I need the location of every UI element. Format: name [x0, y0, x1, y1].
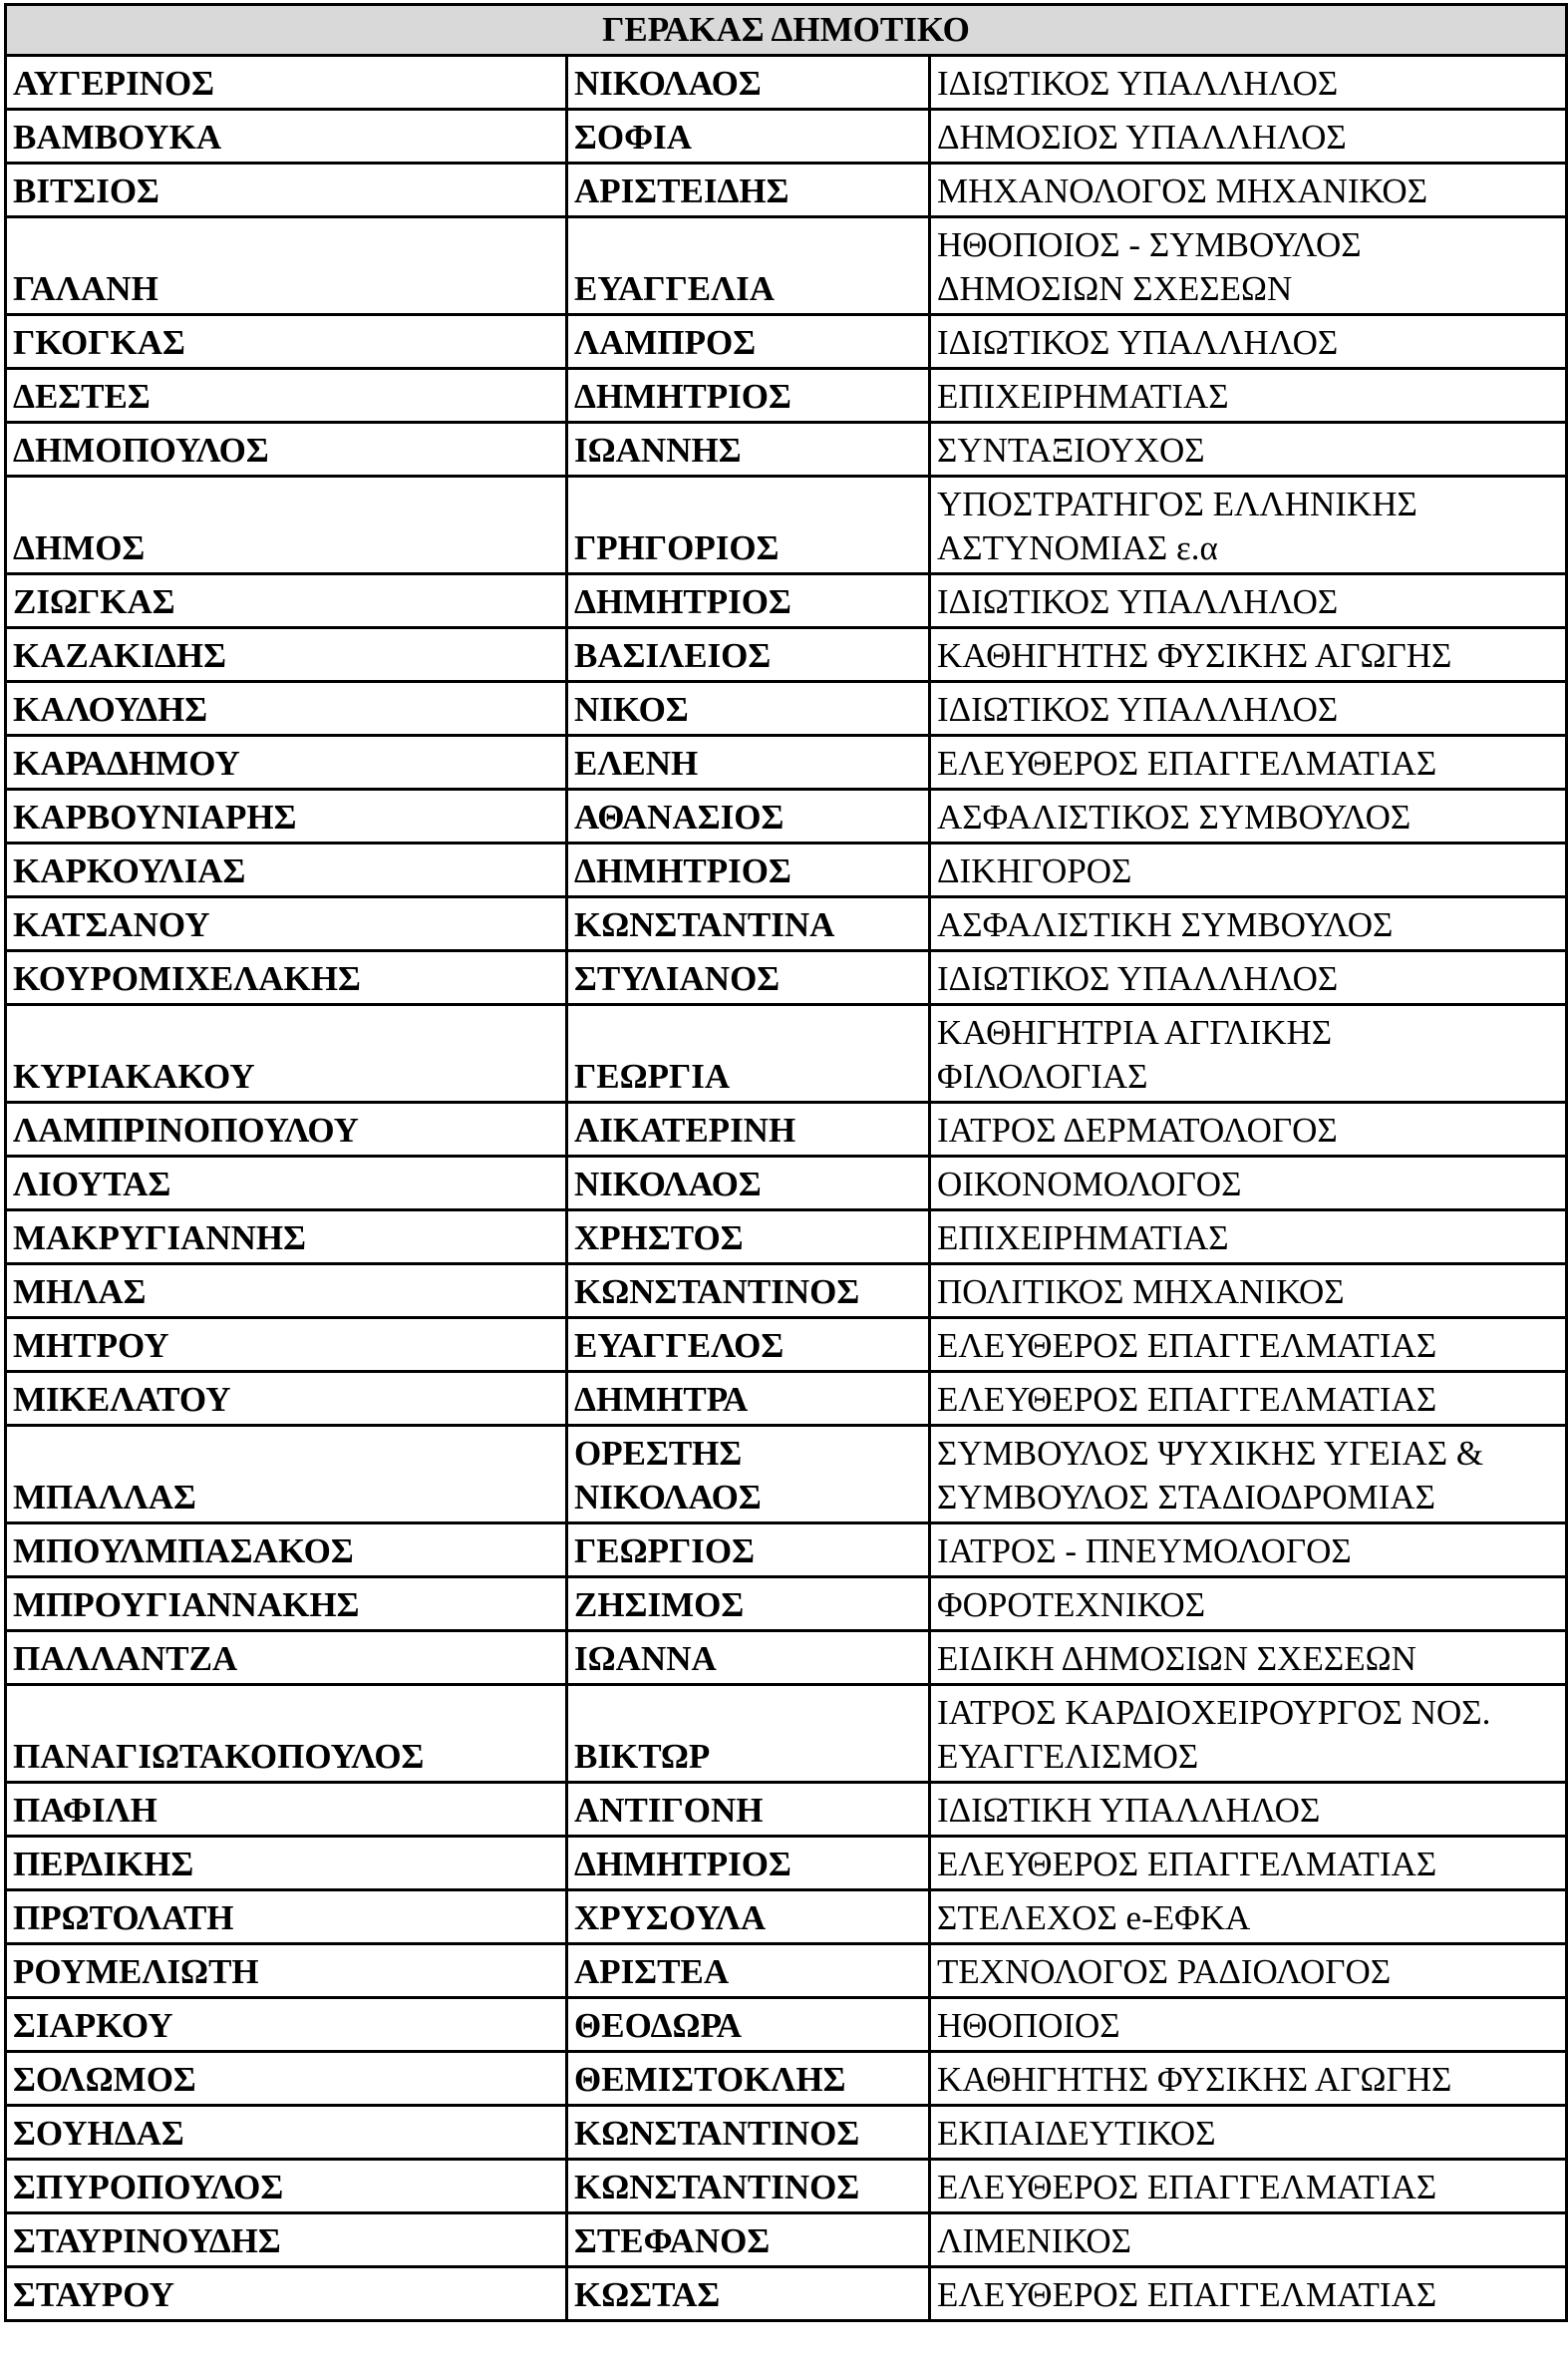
surname-cell: ΚΑΛΟΥΔΗΣ	[6, 682, 567, 736]
table-row	[6, 1523, 1567, 1577]
surname-cell: ΜΠΟΥΛΜΠΑΣΑΚΟΣ	[6, 1523, 567, 1577]
given-name-cell: ΧΡΥΣΟΥΛΑ	[567, 1890, 930, 1944]
occupation-cell: ΣΥΜΒΟΥΛΟΣ ΨΥΧΙΚΗΣ ΥΓΕΙΑΣ & ΣΥΜΒΟΥΛΟΣ ΣΤΑΔΙΟΔΡΟΜΙΑΣ	[930, 1426, 1567, 1523]
surname-cell: ΣΟΥΗΔΑΣ	[6, 2106, 567, 2160]
surname-cell: ΔΗΜΟΠΟΥΛΟΣ	[6, 423, 567, 477]
occupation-cell: ΕΛΕΥΘΕΡΟΣ ΕΠΑΓΓΕΛΜΑΤΙΑΣ	[930, 2267, 1567, 2321]
given-name-cell: ΣΤΕΦΑΝΟΣ	[567, 2213, 930, 2267]
surname-cell: ΣΙΑΡΚΟΥ	[6, 1998, 567, 2052]
table-row	[6, 1837, 1567, 1890]
table-row	[6, 2160, 1567, 2213]
surname-cell: ΚΟΥΡΟΜΙΧΕΛΑΚΗΣ	[6, 951, 567, 1005]
occupation-cell: ΙΔΙΩΤΙΚΟΣ ΥΠΑΛΛΗΛΟΣ	[930, 682, 1567, 736]
table-title-row	[6, 5, 1567, 56]
table-row	[6, 1210, 1567, 1264]
table-row	[6, 682, 1567, 736]
occupation-cell: ΑΣΦΑΛΙΣΤΙΚΟΣ ΣΥΜΒΟΥΛΟΣ	[930, 790, 1567, 844]
surname-cell: ΣΤΑΥΡΟΥ	[6, 2267, 567, 2321]
occupation-cell: ΔΗΜΟΣΙΟΣ ΥΠΑΛΛΗΛΟΣ	[930, 110, 1567, 164]
surname-cell: ΣΤΑΥΡΙΝΟΥΔΗΣ	[6, 2213, 567, 2267]
table-row	[6, 1264, 1567, 1318]
surname-cell: ΚΥΡΙΑΚΑΚΟΥ	[6, 1005, 567, 1103]
table-row	[6, 217, 1567, 315]
given-name-cell: ΙΩΑΝΝΑ	[567, 1631, 930, 1685]
occupation-cell: ΚΑΘΗΓΗΤΡΙΑ ΑΓΓΛΙΚΗΣ ΦΙΛΟΛΟΓΙΑΣ	[930, 1005, 1567, 1103]
table-row	[6, 1318, 1567, 1372]
table-row	[6, 110, 1567, 164]
table-row	[6, 477, 1567, 574]
occupation-cell: ΔΙΚΗΓΟΡΟΣ	[930, 844, 1567, 897]
given-name-cell: ΔΗΜΗΤΡΙΟΣ	[567, 1837, 930, 1890]
given-name-cell: ΧΡΗΣΤΟΣ	[567, 1210, 930, 1264]
surname-cell: ΜΠΑΛΛΑΣ	[6, 1426, 567, 1523]
table-row	[6, 574, 1567, 628]
surname-cell: ΣΠΥΡΟΠΟΥΛΟΣ	[6, 2160, 567, 2213]
table-row	[6, 1577, 1567, 1631]
surname-cell: ΚΑΤΣΑΝΟΥ	[6, 897, 567, 951]
given-name-cell: ΓΡΗΓΟΡΙΟΣ	[567, 477, 930, 574]
table-row	[6, 897, 1567, 951]
given-name-cell: ΘΕΜΙΣΤΟΚΛΗΣ	[567, 2052, 930, 2106]
given-name-cell: ΑΙΚΑΤΕΡΙΝΗ	[567, 1103, 930, 1157]
surname-cell: ΚΑΡΚΟΥΛΙΑΣ	[6, 844, 567, 897]
occupation-cell: ΙΔΙΩΤΙΚΟΣ ΥΠΑΛΛΗΛΟΣ	[930, 315, 1567, 369]
occupation-cell: ΚΑΘΗΓΗΤΗΣ ΦΥΣΙΚΗΣ ΑΓΩΓΗΣ	[930, 628, 1567, 682]
table-row	[6, 369, 1567, 423]
surname-cell: ΡΟΥΜΕΛΙΩΤΗ	[6, 1944, 567, 1998]
occupation-cell: ΙΔΙΩΤΙΚΗ ΥΠΑΛΛΗΛΟΣ	[930, 1783, 1567, 1837]
occupation-cell: ΑΣΦΑΛΙΣΤΙΚΗ ΣΥΜΒΟΥΛΟΣ	[930, 897, 1567, 951]
surname-cell: ΣΟΛΩΜΟΣ	[6, 2052, 567, 2106]
occupation-cell: ΤΕΧΝΟΛΟΓΟΣ ΡΑΔΙΟΛΟΓΟΣ	[930, 1944, 1567, 1998]
table-row	[6, 1631, 1567, 1685]
occupation-cell: ΕΠΙΧΕΙΡΗΜΑΤΙΑΣ	[930, 1210, 1567, 1264]
given-name-cell: ΣΟΦΙΑ	[567, 110, 930, 164]
given-name-cell: ΣΤΥΛΙΑΝΟΣ	[567, 951, 930, 1005]
given-name-cell: ΕΥΑΓΓΕΛΙΑ	[567, 217, 930, 315]
occupation-cell: ΜΗΧΑΝΟΛΟΓΟΣ ΜΗΧΑΝΙΚΟΣ	[930, 164, 1567, 217]
surname-cell: ΓΚΟΓΚΑΣ	[6, 315, 567, 369]
table-row	[6, 1372, 1567, 1426]
surname-cell: ΠΡΩΤΟΛΑΤΗ	[6, 1890, 567, 1944]
occupation-cell: ΙΔΙΩΤΙΚΟΣ ΥΠΑΛΛΗΛΟΣ	[930, 574, 1567, 628]
surname-cell: ΒΑΜΒΟΥΚΑ	[6, 110, 567, 164]
given-name-cell: ΚΩΣΤΑΣ	[567, 2267, 930, 2321]
given-name-cell: ΚΩΝΣΤΑΝΤΙΝΑ	[567, 897, 930, 951]
given-name-cell: ΔΗΜΗΤΡΙΟΣ	[567, 574, 930, 628]
table-row	[6, 56, 1567, 110]
table-row	[6, 790, 1567, 844]
surname-cell: ΚΑΡΑΔΗΜΟΥ	[6, 736, 567, 790]
given-name-cell: ΕΥΑΓΓΕΛΟΣ	[567, 1318, 930, 1372]
given-name-cell: ΔΗΜΗΤΡΑ	[567, 1372, 930, 1426]
occupation-cell: ΣΤΕΛΕΧΟΣ e-ΕΦΚΑ	[930, 1890, 1567, 1944]
table-row	[6, 2106, 1567, 2160]
surname-cell: ΠΑΛΛΑΝΤΖΑ	[6, 1631, 567, 1685]
table-row	[6, 2267, 1567, 2321]
table-row	[6, 1157, 1567, 1210]
table-row	[6, 951, 1567, 1005]
occupation-cell: ΕΛΕΥΘΕΡΟΣ ΕΠΑΓΓΕΛΜΑΤΙΑΣ	[930, 736, 1567, 790]
given-name-cell: ΚΩΝΣΤΑΝΤΙΝΟΣ	[567, 1264, 930, 1318]
given-name-cell: ΝΙΚΟΛΑΟΣ	[567, 56, 930, 110]
occupation-cell: ΕΙΔΙΚΗ ΔΗΜΟΣΙΩΝ ΣΧΕΣΕΩΝ	[930, 1631, 1567, 1685]
document-sheet	[4, 3, 1565, 2322]
candidate-table	[4, 3, 1568, 2322]
given-name-cell: ΔΗΜΗΤΡΙΟΣ	[567, 369, 930, 423]
occupation-cell: ΙΑΤΡΟΣ ΚΑΡΔΙΟΧΕΙΡΟΥΡΓΟΣ ΝΟΣ. ΕΥΑΓΓΕΛΙΣΜΟΣ	[930, 1685, 1567, 1783]
given-name-cell: ΑΝΤΙΓΟΝΗ	[567, 1783, 930, 1837]
surname-cell: ΔΕΣΤΕΣ	[6, 369, 567, 423]
surname-cell: ΚΑΡΒΟΥΝΙΑΡΗΣ	[6, 790, 567, 844]
table-row	[6, 315, 1567, 369]
given-name-cell: ΑΡΙΣΤΕΑ	[567, 1944, 930, 1998]
occupation-cell: ΛΙΜΕΝΙΚΟΣ	[930, 2213, 1567, 2267]
table-title: ΓΕΡΑΚΑΣ ΔΗΜΟΤΙΚΟ	[6, 5, 1567, 56]
table-row	[6, 2052, 1567, 2106]
table-row	[6, 423, 1567, 477]
occupation-cell: ΥΠΟΣΤΡΑΤΗΓΟΣ ΕΛΛΗΝΙΚΗΣ ΑΣΤΥΝΟΜΙΑΣ ε.α	[930, 477, 1567, 574]
given-name-cell: ΝΙΚΟΣ	[567, 682, 930, 736]
given-name-cell: ΟΡΕΣΤΗΣ ΝΙΚΟΛΑΟΣ	[567, 1426, 930, 1523]
occupation-cell: ΣΥΝΤΑΞΙΟΥΧΟΣ	[930, 423, 1567, 477]
occupation-cell: ΚΑΘΗΓΗΤΗΣ ΦΥΣΙΚΗΣ ΑΓΩΓΗΣ	[930, 2052, 1567, 2106]
table-row	[6, 844, 1567, 897]
surname-cell: ΓΑΛΑΝΗ	[6, 217, 567, 315]
given-name-cell: ΓΕΩΡΓΙΟΣ	[567, 1523, 930, 1577]
occupation-cell: ΗΘΟΠΟΙΟΣ - ΣΥΜΒΟΥΛΟΣ ΔΗΜΟΣΙΩΝ ΣΧΕΣΕΩΝ	[930, 217, 1567, 315]
occupation-cell: ΙΑΤΡΟΣ ΔΕΡΜΑΤΟΛΟΓΟΣ	[930, 1103, 1567, 1157]
occupation-cell: ΙΑΤΡΟΣ - ΠΝΕΥΜΟΛΟΓΟΣ	[930, 1523, 1567, 1577]
given-name-cell: ΒΙΚΤΩΡ	[567, 1685, 930, 1783]
given-name-cell: ΘΕΟΔΩΡΑ	[567, 1998, 930, 2052]
table-row	[6, 1890, 1567, 1944]
occupation-cell: ΕΠΙΧΕΙΡΗΜΑΤΙΑΣ	[930, 369, 1567, 423]
surname-cell: ΑΥΓΕΡΙΝΟΣ	[6, 56, 567, 110]
table-row	[6, 1103, 1567, 1157]
occupation-cell: ΙΔΙΩΤΙΚΟΣ ΥΠΑΛΛΗΛΟΣ	[930, 951, 1567, 1005]
surname-cell: ΠΑΝΑΓΙΩΤΑΚΟΠΟΥΛΟΣ	[6, 1685, 567, 1783]
surname-cell: ΠΕΡΔΙΚΗΣ	[6, 1837, 567, 1890]
table-row	[6, 1685, 1567, 1783]
surname-cell: ΜΙΚΕΛΑΤΟΥ	[6, 1372, 567, 1426]
given-name-cell: ΛΑΜΠΡΟΣ	[567, 315, 930, 369]
table-row	[6, 736, 1567, 790]
table-row	[6, 1426, 1567, 1523]
table-row	[6, 1998, 1567, 2052]
given-name-cell: ΓΕΩΡΓΙΑ	[567, 1005, 930, 1103]
given-name-cell: ΚΩΝΣΤΑΝΤΙΝΟΣ	[567, 2106, 930, 2160]
occupation-cell: ΕΛΕΥΘΕΡΟΣ ΕΠΑΓΓΕΛΜΑΤΙΑΣ	[930, 2160, 1567, 2213]
occupation-cell: ΟΙΚΟΝΟΜΟΛΟΓΟΣ	[930, 1157, 1567, 1210]
table-body	[6, 56, 1567, 2321]
surname-cell: ΜΗΛΑΣ	[6, 1264, 567, 1318]
surname-cell: ΜΗΤΡΟΥ	[6, 1318, 567, 1372]
surname-cell: ΛΙΟΥΤΑΣ	[6, 1157, 567, 1210]
surname-cell: ΖΙΩΓΚΑΣ	[6, 574, 567, 628]
given-name-cell: ΚΩΝΣΤΑΝΤΙΝΟΣ	[567, 2160, 930, 2213]
occupation-cell: ΕΛΕΥΘΕΡΟΣ ΕΠΑΓΓΕΛΜΑΤΙΑΣ	[930, 1837, 1567, 1890]
table-row	[6, 164, 1567, 217]
table-row	[6, 1005, 1567, 1103]
given-name-cell: ΙΩΑΝΝΗΣ	[567, 423, 930, 477]
occupation-cell: ΕΛΕΥΘΕΡΟΣ ΕΠΑΓΓΕΛΜΑΤΙΑΣ	[930, 1372, 1567, 1426]
table-row	[6, 1944, 1567, 1998]
surname-cell: ΜΠΡΟΥΓΙΑΝΝΑΚΗΣ	[6, 1577, 567, 1631]
surname-cell: ΚΑΖΑΚΙΔΗΣ	[6, 628, 567, 682]
given-name-cell: ΖΗΣΙΜΟΣ	[567, 1577, 930, 1631]
occupation-cell: ΦΟΡΟΤΕΧΝΙΚΟΣ	[930, 1577, 1567, 1631]
given-name-cell: ΑΡΙΣΤΕΙΔΗΣ	[567, 164, 930, 217]
given-name-cell: ΕΛΕΝΗ	[567, 736, 930, 790]
surname-cell: ΠΑΦΙΛΗ	[6, 1783, 567, 1837]
given-name-cell: ΝΙΚΟΛΑΟΣ	[567, 1157, 930, 1210]
surname-cell: ΒΙΤΣΙΟΣ	[6, 164, 567, 217]
table-row	[6, 2213, 1567, 2267]
occupation-cell: ΠΟΛΙΤΙΚΟΣ ΜΗΧΑΝΙΚΟΣ	[930, 1264, 1567, 1318]
occupation-cell: ΕΚΠΑΙΔΕΥΤΙΚΟΣ	[930, 2106, 1567, 2160]
given-name-cell: ΒΑΣΙΛΕΙΟΣ	[567, 628, 930, 682]
table-row	[6, 1783, 1567, 1837]
surname-cell: ΜΑΚΡΥΓΙΑΝΝΗΣ	[6, 1210, 567, 1264]
surname-cell: ΔΗΜΟΣ	[6, 477, 567, 574]
given-name-cell: ΑΘΑΝΑΣΙΟΣ	[567, 790, 930, 844]
occupation-cell: ΗΘΟΠΟΙΟΣ	[930, 1998, 1567, 2052]
occupation-cell: ΕΛΕΥΘΕΡΟΣ ΕΠΑΓΓΕΛΜΑΤΙΑΣ	[930, 1318, 1567, 1372]
given-name-cell: ΔΗΜΗΤΡΙΟΣ	[567, 844, 930, 897]
occupation-cell: ΙΔΙΩΤΙΚΟΣ ΥΠΑΛΛΗΛΟΣ	[930, 56, 1567, 110]
surname-cell: ΛΑΜΠΡΙΝΟΠΟΥΛΟΥ	[6, 1103, 567, 1157]
table-row	[6, 628, 1567, 682]
